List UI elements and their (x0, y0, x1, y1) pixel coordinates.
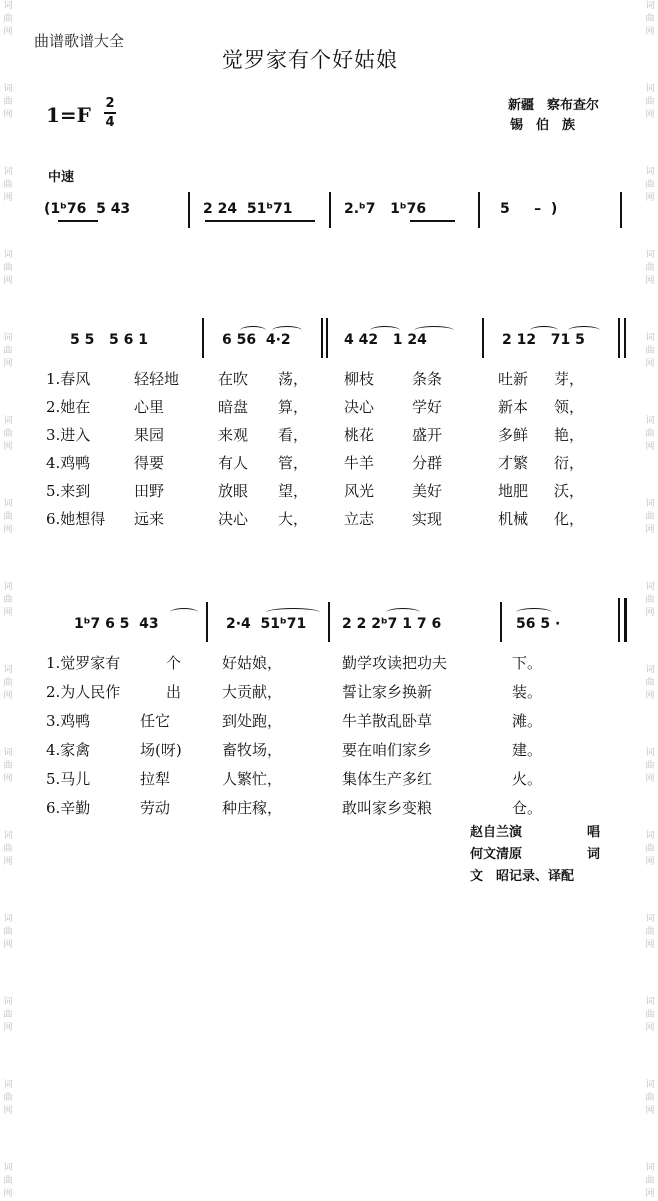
melody1-bar-2: 6 56 4·2 (222, 332, 291, 348)
lyric: 才繁 (498, 454, 529, 472)
origin-region: 新疆 (508, 98, 535, 113)
lyric: 6.她想得 (46, 510, 106, 528)
lyric: 吐新 (498, 370, 529, 388)
melody2-bar-4: 56 5 · (516, 616, 561, 632)
lyric: 芽， (554, 370, 585, 388)
slur (272, 326, 302, 335)
barline (500, 602, 502, 642)
watermark-text: 词 曲 网 (3, 416, 13, 452)
end-barline (620, 192, 622, 228)
lyric: 任它 (140, 712, 171, 730)
lyric: 田野 (134, 482, 165, 500)
lyric: 暗盘 (218, 398, 249, 416)
slur (386, 608, 420, 617)
lyric: 2.她在 (46, 398, 91, 416)
lyric: 牛羊散乱卧草 (342, 712, 433, 730)
barline (188, 192, 190, 228)
lyric: 荡， (278, 370, 309, 388)
lyric: 柳枝 (344, 370, 375, 388)
credit-name: 赵自兰演 (470, 825, 523, 840)
lyric: 地肥 (498, 482, 529, 500)
lyric: 在吹 (218, 370, 249, 388)
lyric: 管， (278, 454, 309, 472)
lyric: 个 (166, 654, 182, 672)
lyric: 到处跑， (222, 712, 283, 730)
watermark-text: 词 曲 网 (645, 1080, 655, 1116)
lyric: 果园 (134, 426, 165, 444)
slur (240, 326, 266, 335)
watermark-text: 词 曲 网 (3, 250, 13, 286)
key-signature: 1=F (46, 103, 91, 127)
lyric: 要在咱们家乡 (342, 741, 433, 759)
watermark-text: 词 曲 网 (645, 997, 655, 1033)
watermark-text: 词 曲 网 (645, 1163, 655, 1199)
lyric: 大， (278, 510, 309, 528)
watermark-text: 词 曲 网 (3, 914, 13, 950)
watermark-text: 词 曲 网 (3, 1, 13, 37)
lyric: 好姑娘， (222, 654, 283, 672)
lyric: 3.进入 (46, 426, 91, 444)
meter-bottom: 4 (105, 115, 115, 130)
watermark-text: 词 曲 网 (3, 499, 13, 535)
lyric: 3.鸡鸭 (46, 712, 91, 730)
watermark-text: 词 曲 网 (645, 167, 655, 203)
watermark-text: 词 曲 网 (3, 665, 13, 701)
lyric: 美好 (412, 482, 443, 500)
lyric: 领， (554, 398, 585, 416)
lyric: 5.马儿 (46, 770, 91, 788)
lyric: 衍， (554, 454, 585, 472)
lyric: 得要 (134, 454, 165, 472)
slur (414, 326, 454, 335)
lyric: 来观 (218, 426, 249, 444)
lyric: 轻轻地 (134, 370, 180, 388)
beam-line (205, 220, 315, 222)
song-origin (508, 96, 599, 136)
lyric: 6.辛勤 (46, 799, 91, 817)
lyric: 下。 (512, 654, 543, 672)
credit-role: 唱 (586, 825, 600, 840)
watermark-text: 词 曲 网 (645, 84, 655, 120)
end-barline (624, 598, 627, 642)
melody1-bar-3: 4 42 1 24 (344, 332, 427, 348)
lyric: 5.来到 (46, 482, 91, 500)
lyric: 建。 (512, 741, 543, 759)
watermark-text: 词 曲 网 (3, 167, 13, 203)
lyric: 勤学攻读把功夫 (342, 654, 448, 672)
watermark-text: 词 曲 网 (645, 499, 655, 535)
lyric: 算， (278, 398, 309, 416)
watermark-text: 词 曲 网 (3, 748, 13, 784)
repeat-barline (326, 318, 328, 358)
lyric: 火。 (512, 770, 543, 788)
credits (470, 822, 600, 888)
melody2-bar-3: 2 2 2ᵇ7 1 7 6 (342, 616, 442, 632)
intro-bar-1: (1ᵇ76 5 43 (44, 201, 131, 217)
lyric: 种庄稼， (222, 799, 283, 817)
melody1-bar-4: 2 12 71 5 (502, 332, 585, 348)
lyric: 实现 (412, 510, 443, 528)
lyric: 1.春风 (46, 370, 91, 388)
tempo-marking: 中速 (48, 170, 75, 185)
lyric: 1.觉罗家有 (46, 654, 121, 672)
lyric: 化， (554, 510, 585, 528)
lyric: 心里 (134, 398, 165, 416)
lyric: 远来 (134, 510, 165, 528)
origin-place: 察布查尔 (547, 98, 600, 113)
lyric: 望， (278, 482, 309, 500)
melody2-bar-2: 2·4 51ᵇ71 (226, 616, 307, 632)
lyric: 仓。 (512, 799, 543, 817)
intro-bar-3: 2.ᵇ7 1ᵇ76 (344, 201, 427, 217)
lyric: 劳动 (140, 799, 171, 817)
lyric: 人繁忙， (222, 770, 283, 788)
lyric: 多鲜 (498, 426, 529, 444)
beam-line (58, 220, 98, 222)
watermark-text: 词 曲 网 (645, 914, 655, 950)
watermark-text: 词 曲 网 (3, 84, 13, 120)
end-barline (618, 598, 620, 642)
lyric: 誓让家乡换新 (342, 683, 433, 701)
credit-name: 何文清原 (470, 847, 523, 862)
credit-name: 文 昭记录、译配 (470, 869, 575, 884)
lyric: 大贡献， (222, 683, 283, 701)
watermark-text: 词 曲 网 (645, 250, 655, 286)
lyric: 畜牧场， (222, 741, 283, 759)
beam-line (410, 220, 455, 222)
lyric: 分群 (412, 454, 443, 472)
barline (328, 602, 330, 642)
lyric: 风光 (344, 482, 375, 500)
watermark-text: 词 曲 网 (645, 665, 655, 701)
site-label: 曲谱歌谱大全 (34, 32, 125, 50)
song-title: 觉罗家有个好姑娘 (222, 48, 398, 72)
lyric: 放眼 (218, 482, 249, 500)
barline (202, 318, 204, 358)
lyric: 盛开 (412, 426, 443, 444)
melody2-bar-1: 1ᵇ7 6 5 43 (74, 616, 159, 632)
melody1-bar-1: 5 5 5 6 1 (70, 332, 148, 348)
lyric: 机械 (498, 510, 529, 528)
lyric: 滩。 (512, 712, 543, 730)
slur (370, 326, 400, 335)
meter-divider (104, 112, 116, 114)
lyric: 有人 (218, 454, 249, 472)
barline (329, 192, 331, 228)
lyric: 学好 (412, 398, 443, 416)
lyric: 出 (166, 683, 182, 701)
watermark-text: 词 曲 网 (645, 831, 655, 867)
origin-people: 锡 伯 族 (510, 118, 576, 133)
barline (206, 602, 208, 642)
lyric: 拉犁 (140, 770, 171, 788)
lyric: 立志 (344, 510, 375, 528)
barline (478, 192, 480, 228)
lyric: 决心 (344, 398, 375, 416)
watermark-text: 词 曲 网 (3, 997, 13, 1033)
watermark-text: 词 曲 网 (645, 333, 655, 369)
repeat-barline (321, 318, 323, 358)
lyric: 场(呀) (140, 741, 182, 759)
lyric: 装。 (512, 683, 543, 701)
time-signature (104, 96, 116, 130)
watermark-text: 词 曲 网 (3, 333, 13, 369)
lyric: 艳， (554, 426, 585, 444)
meter-top: 2 (105, 96, 115, 111)
lyric: 4.鸡鸭 (46, 454, 91, 472)
lyric: 4.家禽 (46, 741, 91, 759)
credit-lyricist (470, 844, 600, 866)
lyric: 集体生产多红 (342, 770, 433, 788)
lyric: 看， (278, 426, 309, 444)
watermark-text: 词 曲 网 (645, 582, 655, 618)
watermark-text: 词 曲 网 (3, 582, 13, 618)
watermark-text: 词 曲 网 (3, 831, 13, 867)
slur (170, 608, 198, 617)
watermark-text: 词 曲 网 (3, 1163, 13, 1199)
lyric: 敢叫家乡变粮 (342, 799, 433, 817)
watermark-text: 词 曲 网 (3, 1080, 13, 1116)
credit-transcriber (470, 866, 600, 888)
watermark-left (0, 0, 16, 1199)
credit-role: 词 (586, 847, 600, 862)
watermark-text: 词 曲 网 (645, 1, 655, 37)
lyric: 沃， (554, 482, 585, 500)
slur (530, 326, 558, 335)
slur (266, 608, 320, 617)
credit-singer (470, 822, 600, 844)
slur (568, 326, 600, 335)
watermark-text: 词 曲 网 (645, 416, 655, 452)
intro-bar-2: 2 24 51ᵇ71 (203, 201, 293, 217)
lyric: 桃花 (344, 426, 375, 444)
lyric: 条条 (412, 370, 443, 388)
repeat-barline (618, 318, 620, 358)
slur (516, 608, 552, 617)
lyric: 2.为人民作 (46, 683, 121, 701)
repeat-barline (624, 318, 626, 358)
watermark-text: 词 曲 网 (645, 748, 655, 784)
watermark-right (642, 0, 658, 1199)
lyric: 牛羊 (344, 454, 375, 472)
lyric: 新本 (498, 398, 529, 416)
lyric: 决心 (218, 510, 249, 528)
barline (482, 318, 484, 358)
intro-bar-4: 5 – ) (500, 201, 558, 217)
